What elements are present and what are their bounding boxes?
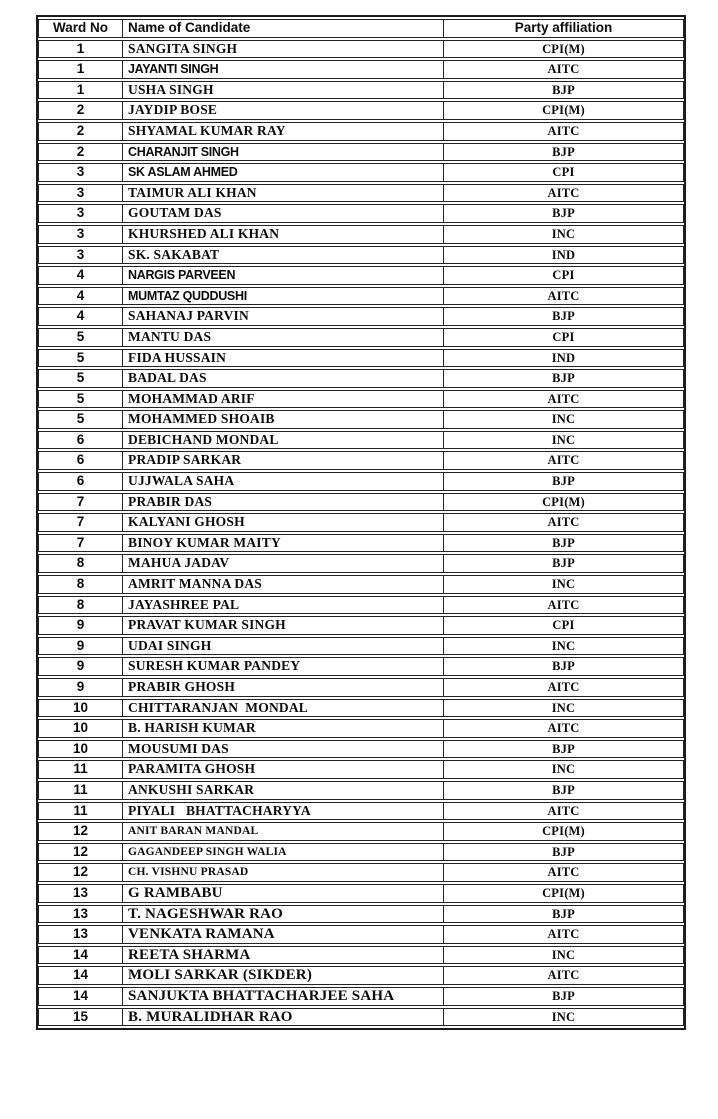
- table-row: [38, 513, 684, 532]
- party-affiliation-cell: AITC: [444, 513, 684, 532]
- party-affiliation-cell: CPI: [444, 163, 684, 182]
- ward-no-cell: 3: [38, 163, 123, 182]
- ward-no-cell: 12: [38, 843, 123, 862]
- party-affiliation-cell: BJP: [444, 843, 684, 862]
- table-row: [38, 225, 684, 244]
- table-row: [38, 925, 684, 944]
- table-row: [38, 534, 684, 553]
- party-affiliation-cell: BJP: [444, 987, 684, 1006]
- party-affiliation-cell: INC: [444, 699, 684, 718]
- ward-no-cell: 4: [38, 266, 123, 285]
- party-affiliation-cell: BJP: [444, 204, 684, 223]
- ward-no-cell: 1: [38, 60, 123, 79]
- party-affiliation-cell: AITC: [444, 122, 684, 141]
- candidate-name-cell: ANKUSHI SARKAR: [123, 781, 444, 800]
- table-row: [38, 163, 684, 182]
- party-affiliation-cell: INC: [444, 575, 684, 594]
- candidate-name-cell: B. HARISH KUMAR: [123, 719, 444, 738]
- party-affiliation-cell: INC: [444, 637, 684, 656]
- table-row: [38, 328, 684, 347]
- candidate-name-cell: MUMTAZ QUDDUSHI: [123, 287, 444, 306]
- ward-no-cell: 11: [38, 781, 123, 800]
- ward-no-cell: 10: [38, 699, 123, 718]
- table-body: [38, 40, 684, 1027]
- party-affiliation-cell: BJP: [444, 307, 684, 326]
- candidate-name-cell: SK ASLAM AHMED: [123, 163, 444, 182]
- party-affiliation-cell: AITC: [444, 60, 684, 79]
- table-row: [38, 843, 684, 862]
- ward-no-cell: 11: [38, 802, 123, 821]
- candidate-name-cell: VENKATA RAMANA: [123, 925, 444, 944]
- candidate-name-cell: CHARANJIT SINGH: [123, 143, 444, 162]
- candidate-name-cell: TAIMUR ALI KHAN: [123, 184, 444, 203]
- party-affiliation-cell: CPI: [444, 266, 684, 285]
- party-affiliation-cell: CPI(M): [444, 822, 684, 841]
- ward-no-cell: 8: [38, 575, 123, 594]
- table-row: [38, 637, 684, 656]
- ward-no-cell: 8: [38, 596, 123, 615]
- party-affiliation-cell: INC: [444, 1008, 684, 1027]
- candidate-name-cell: JAYANTI SINGH: [123, 60, 444, 79]
- candidate-name-cell: PRABIR GHOSH: [123, 678, 444, 697]
- table-row: [38, 966, 684, 985]
- table-row: [38, 266, 684, 285]
- party-affiliation-cell: AITC: [444, 451, 684, 470]
- party-affiliation-cell: AITC: [444, 802, 684, 821]
- table-row: [38, 287, 684, 306]
- candidate-name-cell: SAHANAJ PARVIN: [123, 307, 444, 326]
- ward-no-cell: 3: [38, 204, 123, 223]
- ward-no-cell: 8: [38, 554, 123, 573]
- candidate-name-cell: DEBICHAND MONDAL: [123, 431, 444, 450]
- candidate-name-cell: PARAMITA GHOSH: [123, 760, 444, 779]
- table-row: [38, 802, 684, 821]
- ward-no-cell: 7: [38, 493, 123, 512]
- table-row: [38, 431, 684, 450]
- party-affiliation-cell: CPI: [444, 328, 684, 347]
- table-row: [38, 884, 684, 903]
- candidate-name-cell: JAYASHREE PAL: [123, 596, 444, 615]
- ward-no-cell: 7: [38, 513, 123, 532]
- candidate-name-cell: BADAL DAS: [123, 369, 444, 388]
- candidate-name-cell: CH. VISHNU PRASAD: [123, 863, 444, 882]
- party-affiliation-cell: BJP: [444, 740, 684, 759]
- party-affiliation-cell: CPI(M): [444, 40, 684, 59]
- party-affiliation-cell: INC: [444, 431, 684, 450]
- party-affiliation-cell: BJP: [444, 472, 684, 491]
- ward-no-cell: 14: [38, 966, 123, 985]
- party-affiliation-cell: BJP: [444, 554, 684, 573]
- table-row: [38, 143, 684, 162]
- ward-no-cell: 5: [38, 328, 123, 347]
- party-affiliation-cell: INC: [444, 946, 684, 965]
- candidate-name-cell: SURESH KUMAR PANDEY: [123, 657, 444, 676]
- candidate-name-cell: UJJWALA SAHA: [123, 472, 444, 491]
- candidate-name-cell: B. MURALIDHAR RAO: [123, 1008, 444, 1027]
- ward-no-cell: 3: [38, 246, 123, 265]
- table-row: [38, 81, 684, 100]
- table-row: [38, 204, 684, 223]
- table-row: [38, 451, 684, 470]
- candidate-name-cell: BINOY KUMAR MAITY: [123, 534, 444, 553]
- candidate-name-cell: PRABIR DAS: [123, 493, 444, 512]
- party-affiliation-cell: BJP: [444, 143, 684, 162]
- table-row: [38, 781, 684, 800]
- table-row: [38, 1008, 684, 1027]
- table-row: [38, 740, 684, 759]
- table-row: [38, 657, 684, 676]
- ward-no-cell: 7: [38, 534, 123, 553]
- candidate-name-cell: FIDA HUSSAIN: [123, 349, 444, 368]
- party-affiliation-cell: INC: [444, 225, 684, 244]
- candidate-name-cell: GAGANDEEP SINGH WALIA: [123, 843, 444, 862]
- ward-no-cell: 13: [38, 884, 123, 903]
- ward-no-cell: 11: [38, 760, 123, 779]
- table-row: [38, 719, 684, 738]
- ward-no-cell: 2: [38, 122, 123, 141]
- table-row: [38, 554, 684, 573]
- table-row: [38, 987, 684, 1006]
- ward-no-cell: 5: [38, 349, 123, 368]
- candidate-name-cell: MOHAMMED SHOAIB: [123, 410, 444, 429]
- header-party-affiliation: Party affiliation: [444, 19, 684, 38]
- ward-no-cell: 5: [38, 390, 123, 409]
- candidate-name-cell: KHURSHED ALI KHAN: [123, 225, 444, 244]
- ward-no-cell: 6: [38, 472, 123, 491]
- party-affiliation-cell: AITC: [444, 678, 684, 697]
- party-affiliation-cell: AITC: [444, 184, 684, 203]
- candidate-name-cell: MANTU DAS: [123, 328, 444, 347]
- ward-no-cell: 4: [38, 307, 123, 326]
- table-row: [38, 390, 684, 409]
- table-row: [38, 760, 684, 779]
- candidate-name-cell: G RAMBABU: [123, 884, 444, 903]
- candidate-name-cell: UDAI SINGH: [123, 637, 444, 656]
- ward-no-cell: 9: [38, 637, 123, 656]
- candidate-name-cell: GOUTAM DAS: [123, 204, 444, 223]
- party-affiliation-cell: AITC: [444, 966, 684, 985]
- party-affiliation-cell: BJP: [444, 657, 684, 676]
- table-row: [38, 678, 684, 697]
- header-ward-no: Ward No: [38, 19, 123, 38]
- table-row: [38, 616, 684, 635]
- ward-no-cell: 2: [38, 101, 123, 120]
- ward-no-cell: 5: [38, 369, 123, 388]
- party-affiliation-cell: AITC: [444, 596, 684, 615]
- candidate-name-cell: PRADIP SARKAR: [123, 451, 444, 470]
- ward-no-cell: 10: [38, 740, 123, 759]
- party-affiliation-cell: BJP: [444, 781, 684, 800]
- ward-no-cell: 5: [38, 410, 123, 429]
- table-row: [38, 946, 684, 965]
- table-row: [38, 575, 684, 594]
- candidate-name-cell: NARGIS PARVEEN: [123, 266, 444, 285]
- table-row: [38, 40, 684, 59]
- ward-no-cell: 2: [38, 143, 123, 162]
- party-affiliation-cell: CPI(M): [444, 884, 684, 903]
- ward-no-cell: 6: [38, 431, 123, 450]
- ward-no-cell: 13: [38, 905, 123, 924]
- ward-no-cell: 3: [38, 184, 123, 203]
- ward-no-cell: 1: [38, 40, 123, 59]
- party-affiliation-cell: AITC: [444, 719, 684, 738]
- candidate-name-cell: AMRIT MANNA DAS: [123, 575, 444, 594]
- ward-no-cell: 9: [38, 678, 123, 697]
- party-affiliation-cell: AITC: [444, 925, 684, 944]
- table-row: [38, 863, 684, 882]
- candidate-name-cell: SANGITA SINGH: [123, 40, 444, 59]
- header-name-of-candidate: Name of Candidate: [123, 19, 444, 38]
- party-affiliation-cell: BJP: [444, 369, 684, 388]
- candidates-table: [36, 15, 686, 1030]
- party-affiliation-cell: IND: [444, 349, 684, 368]
- party-affiliation-cell: BJP: [444, 534, 684, 553]
- ward-no-cell: 4: [38, 287, 123, 306]
- ward-no-cell: 3: [38, 225, 123, 244]
- table-row: [38, 410, 684, 429]
- table-row: [38, 822, 684, 841]
- table-row: [38, 246, 684, 265]
- ward-no-cell: 6: [38, 451, 123, 470]
- party-affiliation-cell: INC: [444, 760, 684, 779]
- party-affiliation-cell: BJP: [444, 81, 684, 100]
- party-affiliation-cell: AITC: [444, 863, 684, 882]
- candidate-name-cell: MOHAMMAD ARIF: [123, 390, 444, 409]
- table-row: [38, 369, 684, 388]
- candidate-name-cell: SANJUKTA BHATTACHARJEE SAHA: [123, 987, 444, 1006]
- party-affiliation-cell: AITC: [444, 390, 684, 409]
- table-row: [38, 101, 684, 120]
- ward-no-cell: 12: [38, 822, 123, 841]
- table-row: [38, 60, 684, 79]
- candidate-name-cell: KALYANI GHOSH: [123, 513, 444, 532]
- candidate-name-cell: REETA SHARMA: [123, 946, 444, 965]
- candidate-name-cell: SHYAMAL KUMAR RAY: [123, 122, 444, 141]
- ward-no-cell: 14: [38, 946, 123, 965]
- candidate-name-cell: USHA SINGH: [123, 81, 444, 100]
- party-affiliation-cell: IND: [444, 246, 684, 265]
- ward-no-cell: 14: [38, 987, 123, 1006]
- candidate-name-cell: SK. SAKABAT: [123, 246, 444, 265]
- party-affiliation-cell: AITC: [444, 287, 684, 306]
- table-row: [38, 493, 684, 512]
- party-affiliation-cell: CPI: [444, 616, 684, 635]
- table-row: [38, 349, 684, 368]
- table-header-row: [38, 19, 684, 38]
- candidate-name-cell: CHITTARANJAN MONDAL: [123, 699, 444, 718]
- ward-no-cell: 15: [38, 1008, 123, 1027]
- candidate-name-cell: JAYDIP BOSE: [123, 101, 444, 120]
- ward-no-cell: 13: [38, 925, 123, 944]
- candidate-name-cell: PRAVAT KUMAR SINGH: [123, 616, 444, 635]
- candidate-name-cell: MOLI SARKAR (SIKDER): [123, 966, 444, 985]
- candidate-name-cell: T. NAGESHWAR RAO: [123, 905, 444, 924]
- candidate-name-cell: MOUSUMI DAS: [123, 740, 444, 759]
- party-affiliation-cell: CPI(M): [444, 101, 684, 120]
- party-affiliation-cell: BJP: [444, 905, 684, 924]
- candidate-name-cell: PIYALI BHATTACHARYYA: [123, 802, 444, 821]
- ward-no-cell: 9: [38, 657, 123, 676]
- table-row: [38, 905, 684, 924]
- candidate-name-cell: ANIT BARAN MANDAL: [123, 822, 444, 841]
- ward-no-cell: 9: [38, 616, 123, 635]
- table-row: [38, 596, 684, 615]
- ward-no-cell: 1: [38, 81, 123, 100]
- table-row: [38, 307, 684, 326]
- table-row: [38, 184, 684, 203]
- party-affiliation-cell: INC: [444, 410, 684, 429]
- table-row: [38, 699, 684, 718]
- ward-no-cell: 12: [38, 863, 123, 882]
- ward-no-cell: 10: [38, 719, 123, 738]
- candidate-name-cell: MAHUA JADAV: [123, 554, 444, 573]
- table-row: [38, 472, 684, 491]
- table-row: [38, 122, 684, 141]
- party-affiliation-cell: CPI(M): [444, 493, 684, 512]
